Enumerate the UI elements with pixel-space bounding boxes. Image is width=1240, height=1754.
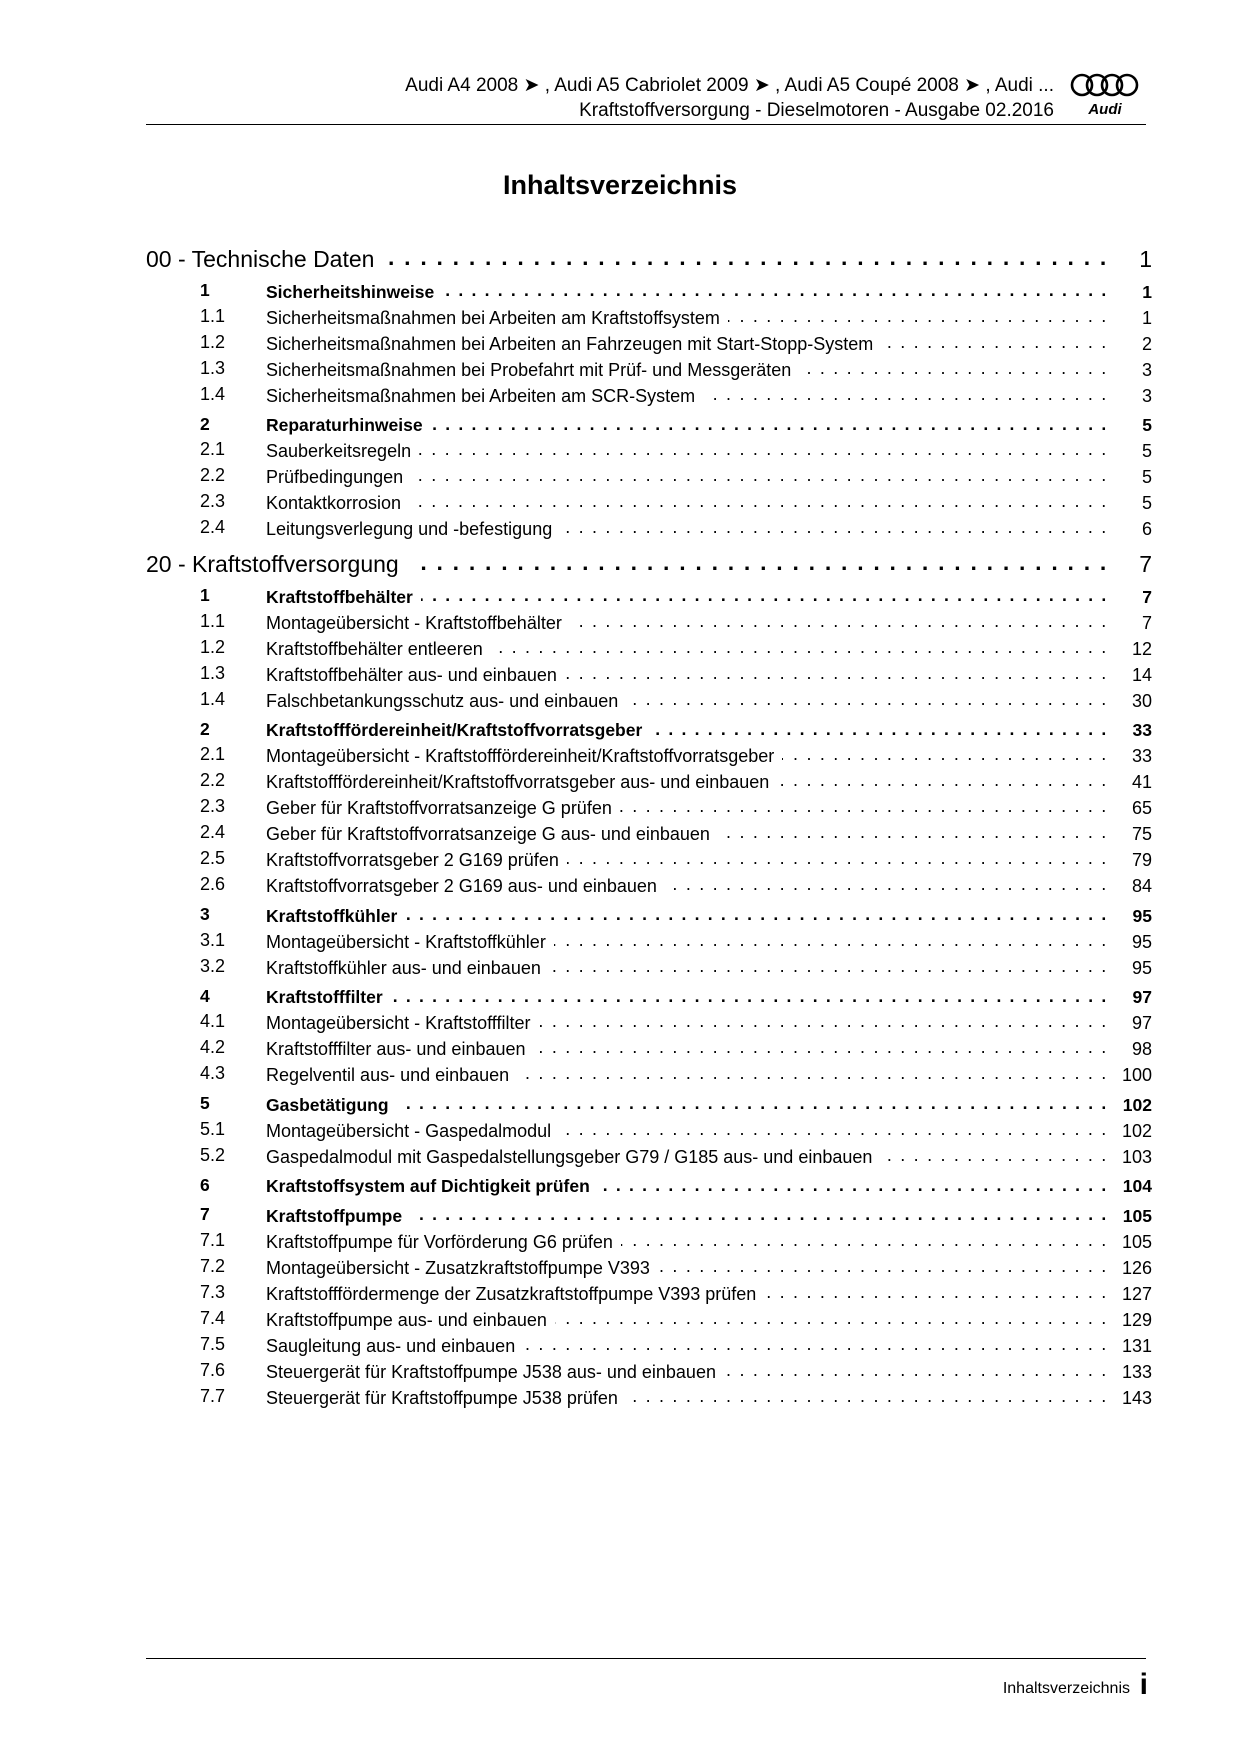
toc-page-number: 143: [1121, 1387, 1152, 1408]
toc-page-number: 1: [1139, 246, 1152, 272]
toc-number: 7.2: [200, 1255, 226, 1276]
toc-leader-dots: [554, 930, 1108, 948]
toc-title: Kraftstoffbehälter entleeren: [266, 638, 483, 659]
toc-title: Montageübersicht - Gaspedalmodul: [266, 1120, 552, 1141]
toc-subsection[interactable]: [146, 1230, 1152, 1256]
toc-title: Kraftstoffkühler: [266, 905, 398, 926]
toc-title: Kraftstoffbehälter aus- und einbauen: [266, 664, 557, 685]
toc-page-number: 2: [1141, 333, 1152, 354]
toc-number: 2.1: [200, 439, 226, 459]
toc-subsection[interactable]: [146, 1037, 1152, 1063]
toc-leader-dots: [409, 491, 1108, 509]
toc-subsection[interactable]: [146, 306, 1152, 332]
toc-number: 2.3: [200, 796, 226, 816]
toc-title: Kraftstoffpumpe aus- und einbauen: [266, 1309, 547, 1330]
header-rule: [146, 124, 1146, 125]
toc-number: 2.4: [200, 822, 226, 842]
toc-leader-dots: [764, 1282, 1108, 1300]
toc-title: Kontaktkorrosion: [266, 493, 402, 513]
toc-title: Kraftstoffvorratsgeber 2 G169 prüfen: [266, 850, 559, 870]
toc-leader-dots: [777, 770, 1108, 788]
toc-title: Montageübersicht - Kraftstoffbehälter: [266, 612, 562, 633]
toc-page-number: 97: [1131, 1013, 1152, 1033]
toc-leader-dots: [391, 986, 1108, 1004]
toc-number: 5.2: [200, 1144, 226, 1165]
toc-leader-dots: [880, 1145, 1108, 1163]
toc-subsection[interactable]: [146, 770, 1152, 796]
toc-number: 4.1: [200, 1011, 226, 1031]
toc-number: 1.2: [200, 331, 226, 352]
toc-number: 2.5: [200, 848, 226, 868]
toc-title: Kraftstofffördereinheit/Kraftstoffvorratsgeber: [266, 720, 643, 740]
toc-number: 7.5: [200, 1333, 226, 1354]
audi-logo: [1066, 72, 1144, 120]
toc-leader-dots: [555, 1308, 1108, 1326]
toc-number: 6: [200, 1174, 210, 1195]
toc-subsection[interactable]: [146, 1063, 1152, 1089]
toc-page-number: 7: [1141, 612, 1152, 633]
toc-section[interactable]: [146, 1204, 1152, 1230]
toc-title: Kraftstoffsystem auf Dichtigkeit prüfen: [266, 1176, 590, 1196]
toc-leader-dots: [620, 796, 1108, 814]
toc-title: Kraftstoffpumpe für Vorförderung G6 prüfen: [266, 1231, 613, 1252]
toc-number: 2: [200, 413, 210, 434]
toc-page-number: 102: [1121, 1120, 1152, 1141]
footer-page-number: i: [1139, 1668, 1148, 1701]
toc-title: Kraftstoffkühler aus- und einbauen: [266, 957, 541, 978]
toc-page-number: 95: [1132, 905, 1152, 926]
toc-page-number: 95: [1131, 931, 1152, 952]
header-vehicle-models: Audi A4 2008 ➤ , Audi A5 Cabriolet 2009 ➤ , Audi A5 Coupé 2008 ➤ , Audi ...: [405, 75, 1054, 96]
toc-leader-dots: [799, 358, 1108, 376]
toc-number: 1.2: [200, 636, 226, 657]
page-title: Inhaltsverzeichnis: [502, 170, 738, 200]
toc-subsection[interactable]: [146, 358, 1152, 384]
toc-leader-dots: [650, 719, 1108, 737]
toc-title: Regelventil aus- und einbauen: [266, 1065, 510, 1085]
toc-leader-dots: [567, 848, 1108, 866]
toc-number: 1.4: [200, 688, 226, 709]
toc-title: 20 - Kraftstoffversorgung: [146, 551, 399, 577]
toc-subsection[interactable]: [146, 930, 1152, 956]
toc-subsection[interactable]: [146, 1334, 1152, 1360]
toc-number: 7: [200, 1204, 210, 1224]
toc-page-number: 102: [1122, 1094, 1152, 1115]
toc-leader-dots: [718, 822, 1108, 840]
toc-number: 1: [200, 585, 210, 605]
toc-chapter[interactable]: [146, 244, 1152, 276]
toc-page-number: 41: [1131, 772, 1152, 792]
toc-page-number: 127: [1121, 1283, 1152, 1304]
toc-subsection[interactable]: [146, 1386, 1152, 1412]
toc-subsection[interactable]: [146, 848, 1152, 874]
toc-title: Kraftstofffördermenge der Zusatzkraftstoffpumpe V393 prüfen: [266, 1283, 757, 1304]
toc-title: Geber für Kraftstoffvorratsanzeige G prüfen: [266, 798, 612, 818]
toc-leader-dots: [534, 1037, 1108, 1055]
toc-page-number: 7: [1139, 551, 1152, 577]
toc-page-number: 98: [1131, 1039, 1152, 1059]
toc-number: 2.4: [200, 517, 226, 537]
toc-leader-dots: [881, 332, 1108, 350]
toc-leader-dots: [598, 1175, 1108, 1193]
toc-title: Reparaturhinweise: [266, 415, 423, 435]
toc-section[interactable]: [146, 1093, 1152, 1119]
toc-title: Sicherheitsmaßnahmen bei Probefahrt mit Prüf- und Messgeräten: [266, 359, 792, 380]
toc-title: Kraftstoffpumpe: [266, 1205, 403, 1226]
toc-leader-dots: [658, 1256, 1108, 1274]
toc-title: Montageübersicht - Kraftstoffkühler: [266, 931, 546, 952]
footer-rule: [146, 1658, 1146, 1659]
toc-section[interactable]: [146, 1175, 1152, 1201]
toc-title: 00 - Technische Daten: [146, 246, 375, 272]
toc-page-number: 30: [1131, 690, 1152, 711]
toc-number: 4: [200, 985, 210, 1006]
toc-subsection[interactable]: [146, 956, 1152, 982]
toc-number: 1.3: [200, 357, 226, 378]
toc-number: 4.3: [200, 1063, 226, 1083]
toc-number: 2.2: [200, 465, 226, 485]
toc-subsection[interactable]: [146, 1119, 1152, 1145]
toc-subsection[interactable]: [146, 517, 1152, 543]
toc-page-number: 5: [1141, 441, 1152, 461]
toc-title: Prüfbedingungen: [266, 467, 404, 487]
toc-number: 2.3: [200, 491, 226, 511]
toc-subsection[interactable]: [146, 465, 1152, 491]
toc-subsection[interactable]: [146, 1282, 1152, 1308]
toc-page-number: 75: [1131, 824, 1152, 844]
toc-page-number: 12: [1131, 638, 1152, 659]
toc-leader-dots: [405, 904, 1108, 922]
toc-subsection[interactable]: [146, 874, 1152, 900]
toc-title: Sicherheitsmaßnahmen bei Arbeiten am SCR-System: [266, 385, 696, 406]
toc-number: 1.4: [200, 383, 226, 404]
toc-page-number: 7: [1142, 586, 1152, 607]
toc-page-number: 6: [1141, 519, 1152, 539]
toc-page-number: 79: [1131, 850, 1152, 870]
toc-number: 1.1: [200, 305, 226, 326]
toc-leader-dots: [538, 1011, 1108, 1029]
footer-label: Inhaltsverzeichnis: [1002, 1680, 1130, 1697]
toc-title: Montageübersicht - Kraftstofffördereinheit/Kraftstoffvorratsgeber: [266, 746, 775, 766]
toc-page-number: 65: [1131, 798, 1152, 818]
toc-subsection[interactable]: [146, 637, 1152, 663]
toc-title: Montageübersicht - Kraftstofffilter: [266, 1013, 531, 1033]
toc-number: 2.1: [200, 744, 226, 764]
toc-leader-dots: [397, 1093, 1108, 1111]
toc-number: 7.1: [200, 1229, 226, 1250]
toc-page-number: 5: [1142, 415, 1152, 435]
toc-page-number: 131: [1121, 1335, 1152, 1356]
toc-page-number: 95: [1131, 957, 1152, 978]
toc-leader-dots: [621, 1230, 1108, 1248]
toc-leader-dots: [421, 585, 1108, 603]
toc-leader-dots: [724, 1360, 1108, 1378]
toc-title: Steuergerät für Kraftstoffpumpe J538 aus- und einbauen: [266, 1361, 716, 1382]
toc-title: Sauberkeitsregeln: [266, 441, 412, 461]
toc-page-number: 105: [1121, 1231, 1152, 1252]
toc-leader-dots: [560, 517, 1108, 535]
toc-leader-dots: [411, 465, 1108, 483]
toc-subsection[interactable]: [146, 822, 1152, 848]
toc-leader-dots: [413, 549, 1108, 572]
toc-page-number: 105: [1122, 1205, 1152, 1226]
toc-number: 3.1: [200, 929, 226, 950]
toc-number: 5.1: [200, 1118, 226, 1139]
toc-page-number: 14: [1131, 664, 1152, 685]
toc-number: 1.1: [200, 610, 226, 631]
toc-leader-dots: [782, 744, 1108, 762]
toc-section[interactable]: [146, 719, 1152, 745]
toc-page-number: 1: [1141, 307, 1152, 328]
toc-leader-dots: [728, 306, 1108, 324]
toc-title: Leitungsverlegung und -befestigung: [266, 519, 553, 539]
toc-number: 1: [200, 280, 210, 300]
toc-leader-dots: [419, 439, 1108, 457]
toc-subsection[interactable]: [146, 1256, 1152, 1282]
toc-title: Steuergerät für Kraftstoffpumpe J538 prüfen: [266, 1387, 618, 1408]
toc-subsection[interactable]: [146, 663, 1152, 689]
toc-number: 3.2: [200, 955, 226, 976]
page-header: [146, 70, 1146, 128]
toc-chapter[interactable]: [146, 549, 1152, 581]
toc-section[interactable]: [146, 986, 1152, 1012]
toc-number: 7.4: [200, 1307, 226, 1328]
toc-leader-dots: [626, 689, 1108, 707]
toc-subsection[interactable]: [146, 1011, 1152, 1037]
toc-page-number: 3: [1141, 359, 1152, 380]
toc-subsection[interactable]: [146, 439, 1152, 465]
toc-leader-dots: [517, 1063, 1108, 1081]
toc-number: 3: [200, 904, 210, 924]
toc-subsection[interactable]: [146, 1360, 1152, 1386]
toc-subsection[interactable]: [146, 491, 1152, 517]
toc-page-number: 84: [1131, 876, 1152, 896]
toc-page-number: 33: [1131, 746, 1152, 766]
toc-number: 2.6: [200, 874, 226, 894]
toc-page-number: 133: [1121, 1361, 1152, 1382]
toc-page-number: 126: [1121, 1257, 1152, 1278]
toc-number: 2.2: [200, 770, 226, 790]
toc-leader-dots: [491, 637, 1108, 655]
toc-title: Sicherheitsmaßnahmen bei Arbeiten an Fahrzeugen mit Start-Stopp-System: [266, 333, 874, 354]
toc-title: Gasbetätigung: [266, 1094, 389, 1115]
toc-section[interactable]: [146, 585, 1152, 611]
toc-number: 7.6: [200, 1359, 226, 1380]
toc-number: 4.2: [200, 1037, 226, 1057]
toc-leader-dots: [549, 956, 1108, 974]
toc-title: Sicherheitsmaßnahmen bei Arbeiten am Kraftstoffsystem: [266, 307, 720, 328]
toc-leader-dots: [570, 611, 1108, 629]
toc-subsection[interactable]: [146, 744, 1152, 770]
toc-page-number: 97: [1132, 987, 1152, 1007]
toc-section[interactable]: [146, 280, 1152, 306]
toc-title: Kraftstofffilter: [266, 987, 383, 1007]
toc-title: Kraftstoffvorratsgeber 2 G169 aus- und einbauen: [266, 876, 657, 896]
toc-leader-dots: [523, 1334, 1108, 1352]
toc-leader-dots: [665, 874, 1108, 892]
toc-subsection[interactable]: [146, 689, 1152, 715]
toc-number: 1.3: [200, 662, 226, 683]
toc-section[interactable]: [146, 414, 1152, 440]
toc-title: Kraftstoffbehälter: [266, 586, 413, 607]
toc-leader-dots: [703, 384, 1108, 402]
toc-leader-dots: [565, 663, 1108, 681]
header-document-title: Kraftstoffversorgung - Dieselmotoren - Ausgabe 02.2016: [579, 100, 1054, 121]
toc-leader-dots: [559, 1119, 1108, 1137]
table-of-contents: [146, 238, 1152, 1412]
toc-number: 2: [200, 718, 210, 739]
toc-subsection[interactable]: [146, 332, 1152, 358]
toc-page-number: 1: [1142, 281, 1152, 302]
toc-page-number: 33: [1132, 720, 1152, 740]
toc-leader-dots: [410, 1204, 1108, 1222]
toc-number: 7.7: [200, 1385, 226, 1406]
toc-page-number: 100: [1121, 1065, 1152, 1085]
toc-subsection[interactable]: [146, 611, 1152, 637]
toc-subsection[interactable]: [146, 384, 1152, 410]
toc-section[interactable]: [146, 904, 1152, 930]
toc-page-number: 103: [1121, 1146, 1152, 1167]
toc-page-number: 104: [1122, 1176, 1152, 1196]
toc-title: Geber für Kraftstoffvorratsanzeige G aus- und einbauen: [266, 824, 710, 844]
toc-leader-dots: [431, 414, 1108, 432]
toc-subsection[interactable]: [146, 796, 1152, 822]
toc-page-number: 5: [1141, 493, 1152, 513]
toc-subsection[interactable]: [146, 1145, 1152, 1171]
toc-title: Falschbetankungsschutz aus- und einbauen: [266, 690, 619, 711]
audi-logo-text: Audi: [1088, 101, 1122, 118]
toc-number: 7.3: [200, 1281, 226, 1302]
toc-title: Gaspedalmodul mit Gaspedalstellungsgeber G79 / G185 aus- und einbauen: [266, 1146, 873, 1167]
toc-title: Kraftstofffilter aus- und einbauen: [266, 1039, 526, 1059]
toc-subsection[interactable]: [146, 1308, 1152, 1334]
toc-title: Sicherheitshinweise: [266, 281, 435, 302]
toc-title: Montageübersicht - Zusatzkraftstoffpumpe V393: [266, 1257, 650, 1278]
toc-page-number: 5: [1141, 467, 1152, 487]
toc-page-number: 129: [1121, 1309, 1152, 1330]
toc-title: Saugleitung aus- und einbauen: [266, 1335, 516, 1356]
toc-leader-dots: [388, 244, 1108, 267]
toc-leader-dots: [442, 280, 1108, 298]
toc-leader-dots: [626, 1386, 1108, 1404]
toc-page-number: 3: [1141, 385, 1152, 406]
toc-number: 5: [200, 1093, 210, 1113]
toc-title: Kraftstofffördereinheit/Kraftstoffvorratsgeber aus- und einbauen: [266, 772, 770, 792]
